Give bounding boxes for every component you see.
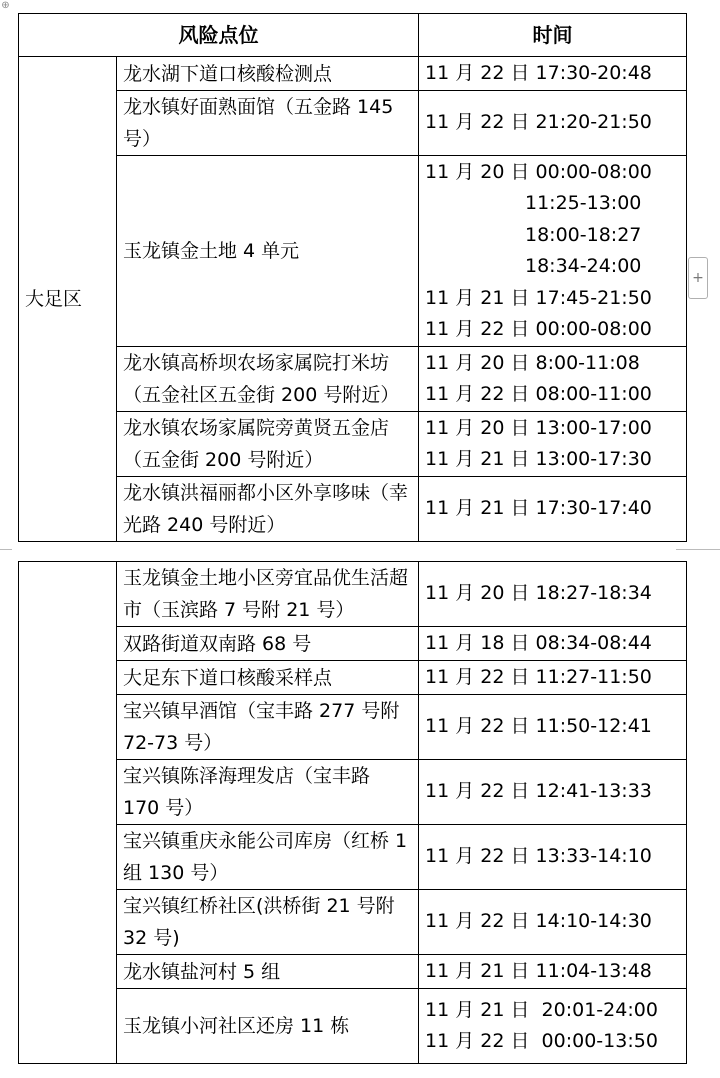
- header-place: 风险点位: [19, 14, 419, 57]
- table-row: [19, 156, 687, 347]
- time-cell: 11 月 22 日 21:20-21:50: [419, 91, 687, 156]
- risk-table-part-1: [18, 13, 687, 542]
- time-cell: 11 月 22 日 11:50-12:41: [419, 695, 687, 760]
- table-row: [19, 661, 687, 695]
- table-row: [19, 562, 687, 627]
- table-row: [19, 989, 687, 1064]
- place-cell: 龙水镇洪福丽都小区外享哆味（幸光路 240 号附近）: [117, 477, 419, 542]
- place-cell: 宝兴镇红桥社区(洪桥街 21 号附 32 号): [117, 890, 419, 955]
- place-cell: 玉龙镇金土地 4 单元: [117, 156, 419, 347]
- region-cell: 大足区: [19, 57, 117, 542]
- place-cell: 龙水镇盐河村 5 组: [117, 955, 419, 989]
- place-cell: 大足东下道口核酸采样点: [117, 661, 419, 695]
- place-cell: 双路街道双南路 68 号: [117, 627, 419, 661]
- time-cell: 11 月 20 日 13:00-17:00 11 月 21 日 13:00-17:30: [419, 412, 687, 477]
- table-header-row: [19, 14, 687, 57]
- time-cell: 11 月 20 日 18:27-18:34: [419, 562, 687, 627]
- time-cell: 11 月 22 日 11:27-11:50: [419, 661, 687, 695]
- table-move-handle[interactable]: ⊕: [1, 0, 10, 11]
- region-cell-empty: [19, 562, 117, 1064]
- place-cell: 宝兴镇重庆永能公司库房（红桥 1 组 130 号）: [117, 825, 419, 890]
- table-row: [19, 955, 687, 989]
- place-cell: 龙水镇好面熟面馆（五金路 145 号）: [117, 91, 419, 156]
- table-row: [19, 412, 687, 477]
- place-cell: 宝兴镇陈泽海理发店（宝丰路 170 号）: [117, 760, 419, 825]
- place-cell: 龙水湖下道口核酸检测点: [117, 57, 419, 91]
- time-cell: 11 月 22 日 13:33-14:10: [419, 825, 687, 890]
- risk-table-part-2: [18, 561, 687, 1064]
- time-cell: 11 月 18 日 08:34-08:44: [419, 627, 687, 661]
- page-break-mark-right: [676, 549, 720, 550]
- time-cell: 11 月 20 日 00:00-08:00 11:25-13:00 18:00-18:27 18:34-24:00 11 月 21 日 17:45-21:50 11 月 22 日 00:00-08:00: [419, 156, 687, 347]
- page-break-mark-left: [0, 549, 12, 550]
- table-row: [19, 890, 687, 955]
- time-cell: 11 月 22 日 14:10-14:30: [419, 890, 687, 955]
- table-row: [19, 760, 687, 825]
- time-cell: 11 月 22 日 12:41-13:33: [419, 760, 687, 825]
- add-row-button[interactable]: +: [688, 257, 708, 299]
- table-row: [19, 695, 687, 760]
- time-cell: 11 月 21 日 20:01-24:00 11 月 22 日 00:00-13:50: [419, 989, 687, 1064]
- time-cell: 11 月 20 日 8:00-11:08 11 月 22 日 08:00-11:00: [419, 347, 687, 412]
- place-cell: 玉龙镇金土地小区旁宜品优生活超市（玉滨路 7 号附 21 号）: [117, 562, 419, 627]
- header-time: 时间: [419, 14, 687, 57]
- place-cell: 玉龙镇小河社区还房 11 栋: [117, 989, 419, 1064]
- place-cell: 宝兴镇早酒馆（宝丰路 277 号附 72-73 号）: [117, 695, 419, 760]
- place-cell: 龙水镇农场家属院旁黄贤五金店（五金街 200 号附近）: [117, 412, 419, 477]
- table-row: [19, 347, 687, 412]
- time-cell: 11 月 21 日 11:04-13:48: [419, 955, 687, 989]
- table-row: [19, 825, 687, 890]
- table-row: [19, 477, 687, 542]
- time-cell: 11 月 22 日 17:30-20:48: [419, 57, 687, 91]
- table-row: [19, 91, 687, 156]
- table-row: [19, 57, 687, 91]
- table-row: [19, 627, 687, 661]
- time-cell: 11 月 21 日 17:30-17:40: [419, 477, 687, 542]
- place-cell: 龙水镇高桥坝农场家属院打米坊（五金社区五金街 200 号附近）: [117, 347, 419, 412]
